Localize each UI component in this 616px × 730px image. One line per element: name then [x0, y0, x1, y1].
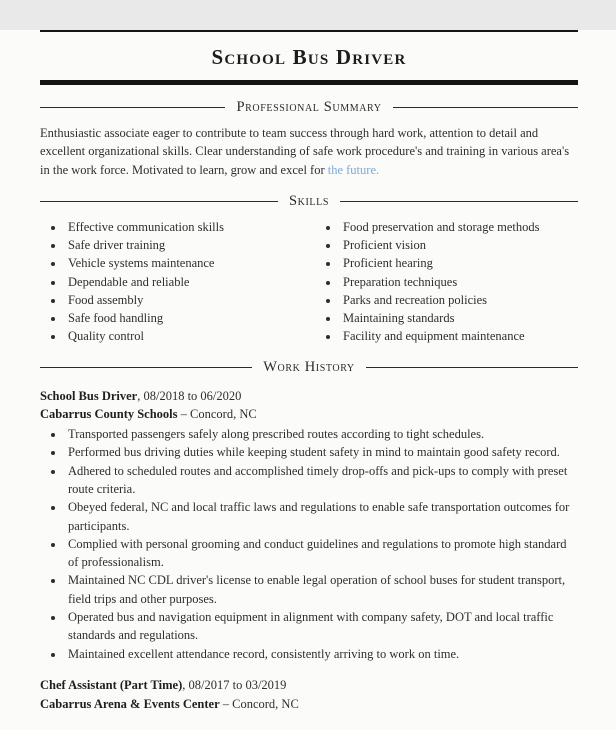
- job-title: School Bus Driver: [40, 388, 138, 403]
- skill-item: • Safe driver training: [65, 236, 309, 254]
- skill-item: • Maintaining standards: [340, 309, 578, 327]
- skill-item: • Effective communication skills: [65, 218, 309, 236]
- job-bullet: • Performed bus driving duties while keeping student safety in mind to maintain good safety record.: [65, 443, 578, 461]
- job-location: – Concord, NC: [219, 696, 299, 711]
- skill-item: • Safe food handling: [65, 309, 309, 327]
- section-title: Skills: [289, 193, 329, 210]
- job-employer: Cabarrus Arena & Events Center: [40, 696, 220, 711]
- job-bullet: • Operated bus and navigation equipment in alignment with company safety, DOT and local traffic standards and regulations.: [65, 608, 578, 645]
- resume-page: [0, 30, 616, 730]
- job-title-line: [40, 387, 578, 406]
- skill-item: • Proficient hearing: [340, 254, 578, 272]
- skill-item: • Quality control: [65, 327, 309, 345]
- skill-item: • Vehicle systems maintenance: [65, 254, 309, 272]
- skill-item: • Food assembly: [65, 291, 309, 309]
- heading-rule-left: [40, 367, 252, 368]
- job-bullet: • Maintained excellent attendance record, consistently arriving to work on time.: [65, 645, 578, 663]
- heading-rule-right: [393, 107, 578, 108]
- skills-column-right: [309, 218, 578, 345]
- job-bullet: • Obeyed federal, NC and local traffic laws and regulations to enable safe transportation outcomes for participants.: [65, 498, 578, 535]
- job-location: – Concord, NC: [177, 407, 257, 422]
- job-entry-school-bus-driver: [40, 387, 578, 663]
- skill-item: • Proficient vision: [340, 236, 578, 254]
- job-employer-line: [40, 695, 578, 714]
- skill-item: • Parks and recreation policies: [340, 291, 578, 309]
- section-heading-professional-summary: [40, 99, 578, 116]
- top-divider-rule: [40, 30, 578, 32]
- job-dates: , 08/2017 to 03/2019: [182, 677, 287, 692]
- skills-columns: [40, 218, 578, 345]
- page-title: School Bus Driver: [211, 45, 407, 69]
- job-bullet-list: [40, 425, 578, 663]
- job-bullet: • Complied with personal grooming and conduct guidelines and regulations to promote high standard of professionalism.: [65, 535, 578, 572]
- skill-item: • Facility and equipment maintenance: [340, 327, 578, 345]
- job-bullet: • Maintained NC CDL driver's license to enable legal operation of school buses for student transport, field trips and other purposes.: [65, 571, 578, 608]
- skill-item: • Dependable and reliable: [65, 273, 309, 291]
- job-employer-line: [40, 405, 578, 424]
- skills-list-left: [40, 218, 309, 345]
- summary-body-text: Enthusiastic associate eager to contribute to team success through hard work, attention to detail and excellent organizational skills. Clear understanding of safe work procedure's and training in various area's in the work force. Motivated to learn, grow and excel for: [40, 126, 570, 177]
- job-bullet: • Transported passengers safely along prescribed routes according to tight schedules.: [65, 425, 578, 443]
- skill-item: • Preparation techniques: [340, 273, 578, 291]
- section-heading-work-history: [40, 359, 578, 376]
- job-dates: , 08/2018 to 06/2020: [137, 388, 242, 403]
- skills-list-right: [315, 218, 578, 345]
- heading-rule-right: [366, 367, 578, 368]
- job-entry-chef-assistant: [40, 676, 578, 713]
- skills-column-left: [40, 218, 309, 345]
- section-title: Work History: [263, 358, 355, 375]
- skill-item: • Food preservation and storage methods: [340, 218, 578, 236]
- job-title: Chef Assistant (Part Time): [40, 677, 183, 692]
- title-double-rule: [40, 80, 578, 85]
- section-heading-skills: [40, 193, 578, 210]
- heading-rule-left: [40, 201, 278, 202]
- job-bullet: • Adhered to scheduled routes and accomplished timely drop-offs and pick-ups to comply with preset route criteria.: [65, 462, 578, 499]
- summary-paragraph: [40, 124, 578, 179]
- heading-rule-right: [340, 201, 578, 202]
- section-title: Professional Summary: [236, 99, 382, 115]
- resume-content: [0, 30, 616, 713]
- heading-rule-left: [40, 107, 225, 108]
- the-future-link[interactable]: the future.: [327, 162, 380, 177]
- job-employer: Cabarrus County Schools: [40, 407, 178, 422]
- job-title-line: [40, 676, 578, 695]
